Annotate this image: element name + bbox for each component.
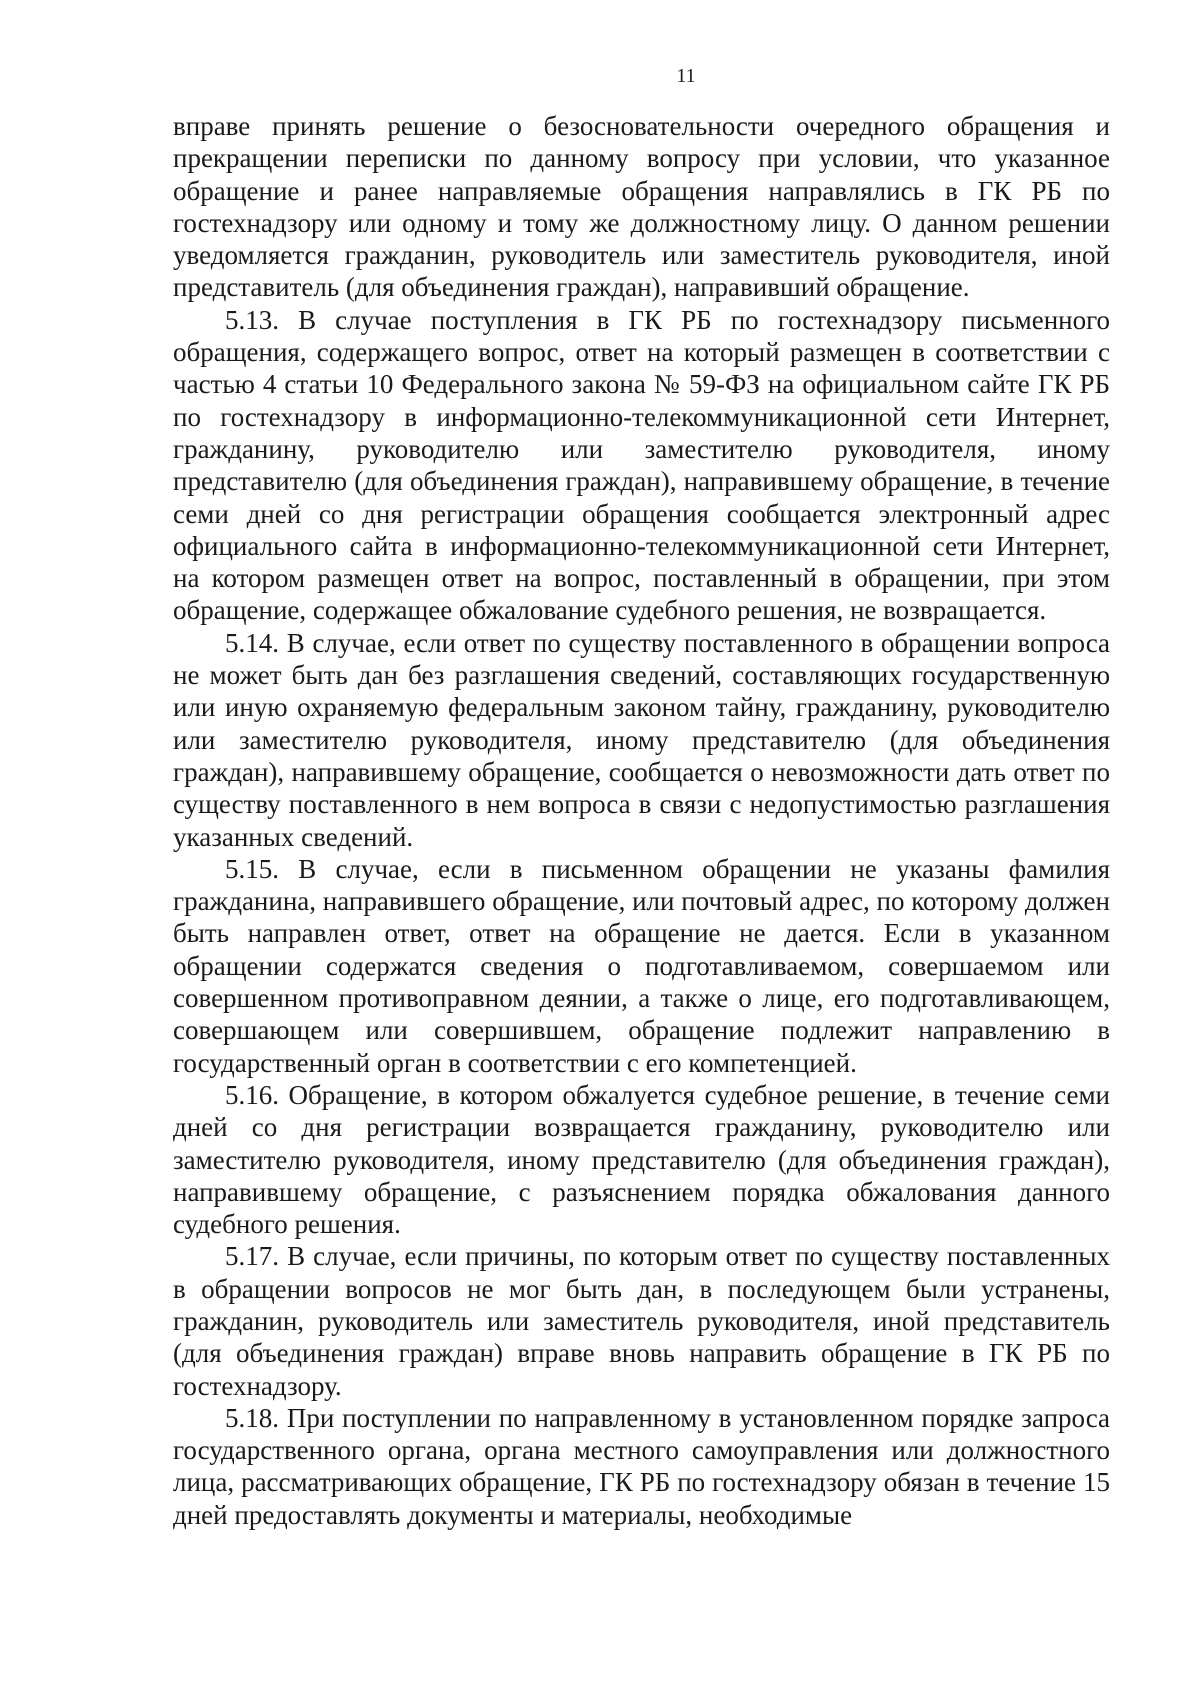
paragraph-5-13: 5.13. В случае поступления в ГК РБ по гостехнадзору письменного обращения, содержащего вопрос, ответ на который размещен в соответствии с частью 4 статьи 10 Федерального закона № 59-ФЗ на официальном сайте ГК РБ по гостехнадзору в информационно-телекоммуникационной сети Интернет, гражданину, руководителю или заместителю руководителя, иному представителю (для объединения граждан), направившему обращение, в течение семи дней со дня регистрации обращения сообщается электронный адрес официального сайта в информационно-телекоммуникационной сети Интернет, на котором размещен ответ на вопрос, поставленный в обращении, при этом обращение, содержащее обжалование судебного решения, не возвращается. xyxy=(173,304,1110,626)
document-body xyxy=(173,110,1110,1531)
paragraph-5-17: 5.17. В случае, если причины, по которым ответ по существу поставленных в обращении вопросов не мог быть дан, в последующем были устранены, гражданин, руководитель или заместитель руководителя, иной представитель (для объединения граждан) вправе вновь направить обращение в ГК РБ по гостехнадзору. xyxy=(173,1241,1110,1401)
paragraph-5-15: 5.15. В случае, если в письменном обращении не указаны фамилия гражданина, направившего обращение, или почтовый адрес, по которому должен быть направлен ответ, ответ на обращение не дается. Если в указанном обращении содержатся сведения о подготавливаемом, совершаемом или совершенном противоправном деянии, а также о лице, его подготавливающем, совершающем или совершившем, обращение подлежит направлению в государственный орган в соответствии с его компетенцией. xyxy=(173,853,1110,1078)
paragraph-5-14: 5.14. В случае, если ответ по существу поставленного в обращении вопроса не может быть дан без разглашения сведений, составляющих государственную или иную охраняемую федеральным законом тайну, гражданину, руководителю или заместителю руководителя, иному представителю (для объединения граждан), направившему обращение, сообщается о невозможности дать ответ по существу поставленного в нем вопроса в связи с недопустимостью разглашения указанных сведений. xyxy=(173,627,1110,852)
paragraph-5-18: 5.18. При поступлении по направленному в установленном порядке запроса государственного органа, органа местного самоуправления или должностного лица, рассматривающих обращение, ГК РБ по гостехнадзору обязан в течение 15 дней предоставлять документы и материалы, необходимые xyxy=(173,1402,1110,1530)
paragraph-continuation: вправе принять решение о безосновательности очередного обращения и прекращении переписки по данному вопросу при условии, что указанное обращение и ранее направляемые обращения направлялись в ГК РБ по гостехнадзору или одному и тому же должностному лицу. О данном решении уведомляется гражданин, руководитель или заместитель руководителя, иной представитель (для объединения граждан), направивший обращение. xyxy=(173,111,1110,303)
paragraph-5-16: 5.16. Обращение, в котором обжалуется судебное решение, в течение семи дней со дня регистрации возвращается гражданину, руководителю или заместителю руководителя, иному представителю (для объединения граждан), направившему обращение, с разъяснением порядка обжалования данного судебного решения. xyxy=(173,1079,1110,1240)
page-number: 11 xyxy=(676,65,696,87)
